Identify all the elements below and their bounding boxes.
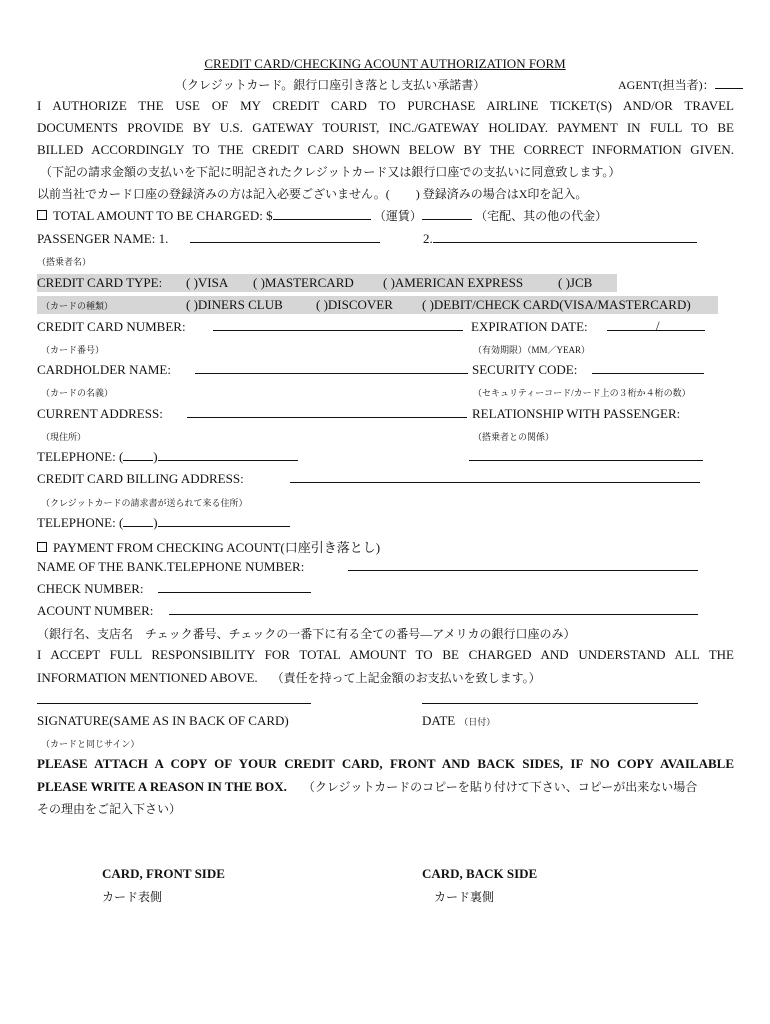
registered-note-a: 以前当社でカード口座の登録済みの方は記入必要ございません。( [37,187,390,201]
card-number-jp: （カード番号） [41,345,105,355]
attach-line-2: PLEASE WRITE A REASON IN THE BOX. [37,779,287,794]
account-field[interactable] [169,603,698,615]
telephone-2-area-line [123,515,153,527]
card-option-amex[interactable]: ( )AMERICAN EXPRESS [383,275,524,290]
accept-jp: （責任を持って上記金額のお支払いを致します。） [271,671,541,685]
agent-line [715,77,743,89]
billing-label: CREDIT CARD BILLING ADDRESS: [37,471,244,486]
card-back-label: CARD, BACK SIDE [422,866,538,881]
telephone-1[interactable] [37,449,298,465]
expiration-jp: （有効期限）（MM／YEAR） [473,345,591,355]
card-number-label: CREDIT CARD NUMBER: [37,319,186,334]
card-type-jp: （カードの種類） [41,301,114,311]
telephone-1-number-line [158,449,298,461]
passenger-1-field[interactable] [190,231,380,243]
card-option-discover[interactable]: ( )DISCOVER [316,297,393,312]
registered-note [37,186,734,202]
card-option-jcb[interactable]: ( )JCB [558,275,593,290]
telephone-2-paren: ) [153,515,158,530]
security-field[interactable] [592,362,704,374]
relationship-field[interactable] [469,449,703,461]
attach-line-1: PLEASE ATTACH A COPY OF YOUR CREDIT CARD, FRONT AND BACK SIDES, IF NO COPY AVAILABLE [37,756,734,771]
checking-checkbox[interactable] [37,542,47,552]
total-amount-label: TOTAL AMOUNT TO BE CHARGED: $ [53,208,273,223]
accept-line-2-text: INFORMATION MENTIONED ABOVE. [37,670,258,685]
total-amount-checkbox[interactable] [37,210,47,220]
form-title: CREDIT CARD/CHECKING ACOUNT AUTHORIZATION FORM [204,56,566,71]
total-amount-field[interactable] [273,208,371,220]
billing-field[interactable] [290,471,700,483]
total-amount-row [37,208,734,224]
attach-jp-2: その理由をご記入下さい） [37,802,182,816]
authorization-line-1: I AUTHORIZE THE USE OF MY CREDIT CARD TO PURCHASE AIRLINE TICKET(S) AND/OR TRAVEL [37,98,734,113]
card-option-mastercard[interactable]: ( )MASTERCARD [253,275,354,290]
signature-label: SIGNATURE(SAME AS IN BACK OF CARD) [37,713,289,728]
card-type-label: CREDIT CARD TYPE: [37,275,163,290]
telephone-1-area-line [123,449,153,461]
relationship-label: RELATIONSHIP WITH PASSENGER: [472,406,681,421]
address-jp: （現住所） [41,432,87,442]
card-back-jp: カード裏側 [434,890,495,904]
card-option-debit[interactable]: ( )DEBIT/CHECK CARD(VISA/MASTERCARD) [422,297,691,312]
agent-label: AGENT(担当者)： [618,78,715,92]
check-number-label: CHECK NUMBER: [37,581,144,596]
passenger-jp: （搭乗者名） [37,257,92,267]
fare-label-jp: （運賃） [373,209,422,223]
account-label: ACOUNT NUMBER: [37,603,154,618]
telephone-2-number-line [158,515,290,527]
checking-row [37,537,380,556]
card-option-visa[interactable]: ( )VISA [186,275,229,290]
relationship-jp: （搭乗者との関係） [473,432,555,442]
authorization-jp-1: （下記の請求金額の支払いを下記に明記されたクレジットカード又は銀行口座での支払いに同意致します。） [40,165,621,179]
date-jp: （日付） [459,717,496,727]
delivery-label-jp: （宅配、其の他の代金） [475,209,608,223]
security-label: SECURITY CODE: [472,362,578,377]
card-front-jp: カード表側 [102,890,163,904]
check-number-field[interactable] [158,581,311,593]
cardholder-jp: （カードの名義） [41,388,114,398]
card-number-field[interactable] [213,319,463,331]
passenger-2-field[interactable] [433,231,697,243]
billing-jp: （クレジットカードの請求書が送られて来る住所） [41,498,248,508]
date-row [422,713,495,729]
authorization-line-2: DOCUMENTS PROVIDE BY U.S. GATEWAY TOURIST, INC./GATEWAY HOLIDAY. PAYMENT IN FULL TO BE [37,120,734,135]
card-option-diners[interactable]: ( )DINERS CLUB [186,297,283,312]
attach-jp-1: （クレジットカードのコピーを貼り付けて下さい、コピーが出来ない場合 [302,780,698,794]
telephone-2-label: TELEPHONE: ( [37,515,124,530]
date-field[interactable] [422,692,698,704]
signature-field[interactable] [37,692,311,704]
passenger-label: PASSENGER NAME: 1. [37,231,169,246]
expiration-separator: / [656,318,660,333]
bank-field[interactable] [348,559,698,571]
telephone-1-label: TELEPHONE: ( [37,449,124,464]
security-jp: （セキュリティーコード/カード上の３桁か４桁の数） [473,388,691,398]
registered-note-b: ) 登録済みの場合はX印を記入。 [415,187,588,201]
fare-field[interactable] [422,208,472,220]
card-front-label: CARD, FRONT SIDE [102,866,225,881]
address-label: CURRENT ADDRESS: [37,406,163,421]
telephone-1-paren: ) [153,449,158,464]
telephone-2[interactable] [37,515,290,531]
authorization-line-3: BILLED ACCORDINGLY TO THE CREDIT CARD SHOWN BELOW BY THE CORRECT INFORMATION GIVEN. [37,142,734,157]
accept-line-1: I ACCEPT FULL RESPONSIBILITY FOR TOTAL AMOUNT TO BE CHARGED AND UNDERSTAND ALL THE [37,647,734,662]
bank-jp: （銀行名、支店名 チェック番号、チェックの一番下に有る全ての番号―アメリカの銀行口座のみ） [37,627,576,641]
address-field[interactable] [187,406,467,418]
expiration-label: EXPIRATION DATE: [471,319,588,334]
passenger-2-label: 2. [423,231,433,246]
cardholder-field[interactable] [195,362,468,374]
bank-label: NAME OF THE BANK.TELEPHONE NUMBER: [37,559,305,574]
date-label: DATE [422,713,456,728]
agent-field[interactable] [618,76,743,93]
accept-line-2 [37,669,541,686]
attach-line-2-row [37,778,697,795]
form-subtitle-jp: （クレジットカード。銀行口座引き落とし支払い承諾書） [175,78,486,92]
cardholder-label: CARDHOLDER NAME: [37,362,171,377]
checking-label: PAYMENT FROM CHECKING ACOUNT(口座引き落とし) [53,540,381,555]
signature-jp: （カードと同じサイン） [41,739,140,749]
